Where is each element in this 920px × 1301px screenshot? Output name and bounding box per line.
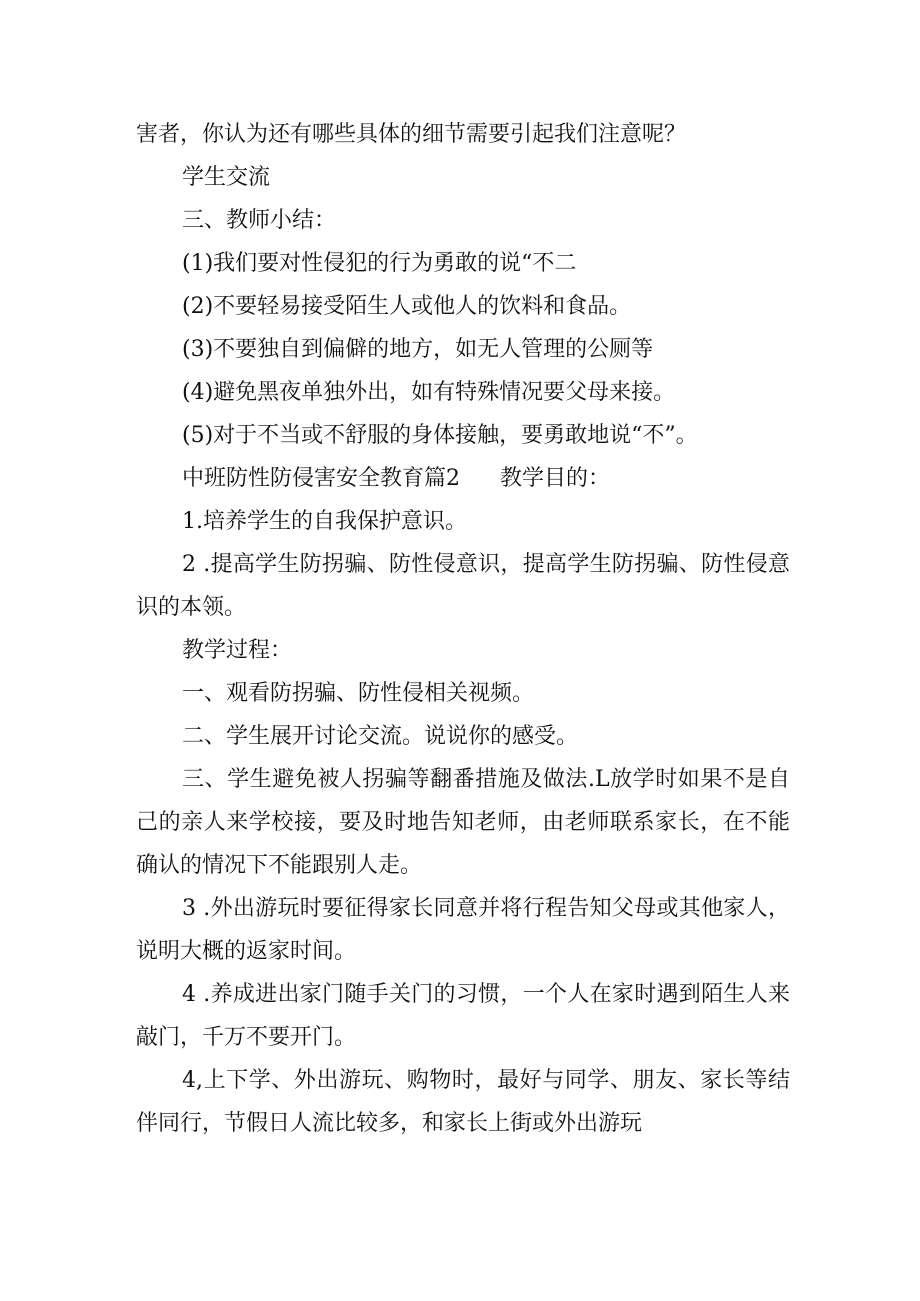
section-heading: 中班防性防侵害安全教育篇2 — [182, 466, 460, 491]
objective-item-2: 2 .提高学生防拐骗、防性侵意识，提高学生防拐骗、防性侵意识的本领。 — [136, 552, 790, 620]
paragraph-teacher-summary-heading: 三、教师小结： — [182, 208, 337, 233]
document-body — [136, 113, 790, 1145]
summary-item-4: (4)避免黑夜单独外出，如有特殊情况要父母来接。 — [182, 380, 676, 405]
summary-item-1: (1)我们要对性侵犯的行为勇敢的说“不二 — [182, 251, 577, 276]
paragraph-student-exchange: 学生交流 — [182, 165, 271, 190]
section-subheading: 教学目的： — [500, 466, 611, 491]
process-step-1: 一、观看防拐骗、防性侵相关视频。 — [182, 681, 535, 706]
section-heading-line — [136, 457, 790, 500]
summary-item-2: (2)不要轻易接受陌生人或他人的饮料和食品。 — [182, 294, 632, 319]
paragraph-process-heading: 教学过程： — [182, 638, 293, 663]
process-step-2: 二、学生展开讨论交流。说说你的感受。 — [182, 724, 579, 749]
summary-item-3: (3)不要独自到偏僻的地方，如无人管理的公厕等 — [182, 337, 654, 362]
process-step-3: 三、学生避免被人拐骗等翻番措施及做法.L放学时如果不是自己的亲人来学校接，要及时地告知老师，由老师联系家长，在不能确认的情况下不能跟别人走。 — [136, 767, 790, 878]
safety-tip-3: 3 .外出游玩时要征得家长同意并将行程告知父母或其他家人，说明大概的返家时间。 — [136, 896, 790, 964]
safety-tip-4b: 4,上下学、外出游玩、购物时，最好与同学、朋友、家长等结伴同行，节假日人流比较多，和家长上街或外出游玩 — [136, 1068, 790, 1136]
objective-item-1: 1.培养学生的自我保护意识。 — [182, 509, 467, 534]
summary-item-5: (5)对于不当或不舒服的身体接触，要勇敢地说“不”。 — [182, 423, 698, 448]
safety-tip-4a: 4 .养成进出家门随手关门的习惯，一个人在家时遇到陌生人来敲门，千万不要开门。 — [136, 982, 790, 1050]
paragraph-continuation: 害者，你认为还有哪些具体的细节需要引起我们注意呢？ — [136, 122, 687, 147]
